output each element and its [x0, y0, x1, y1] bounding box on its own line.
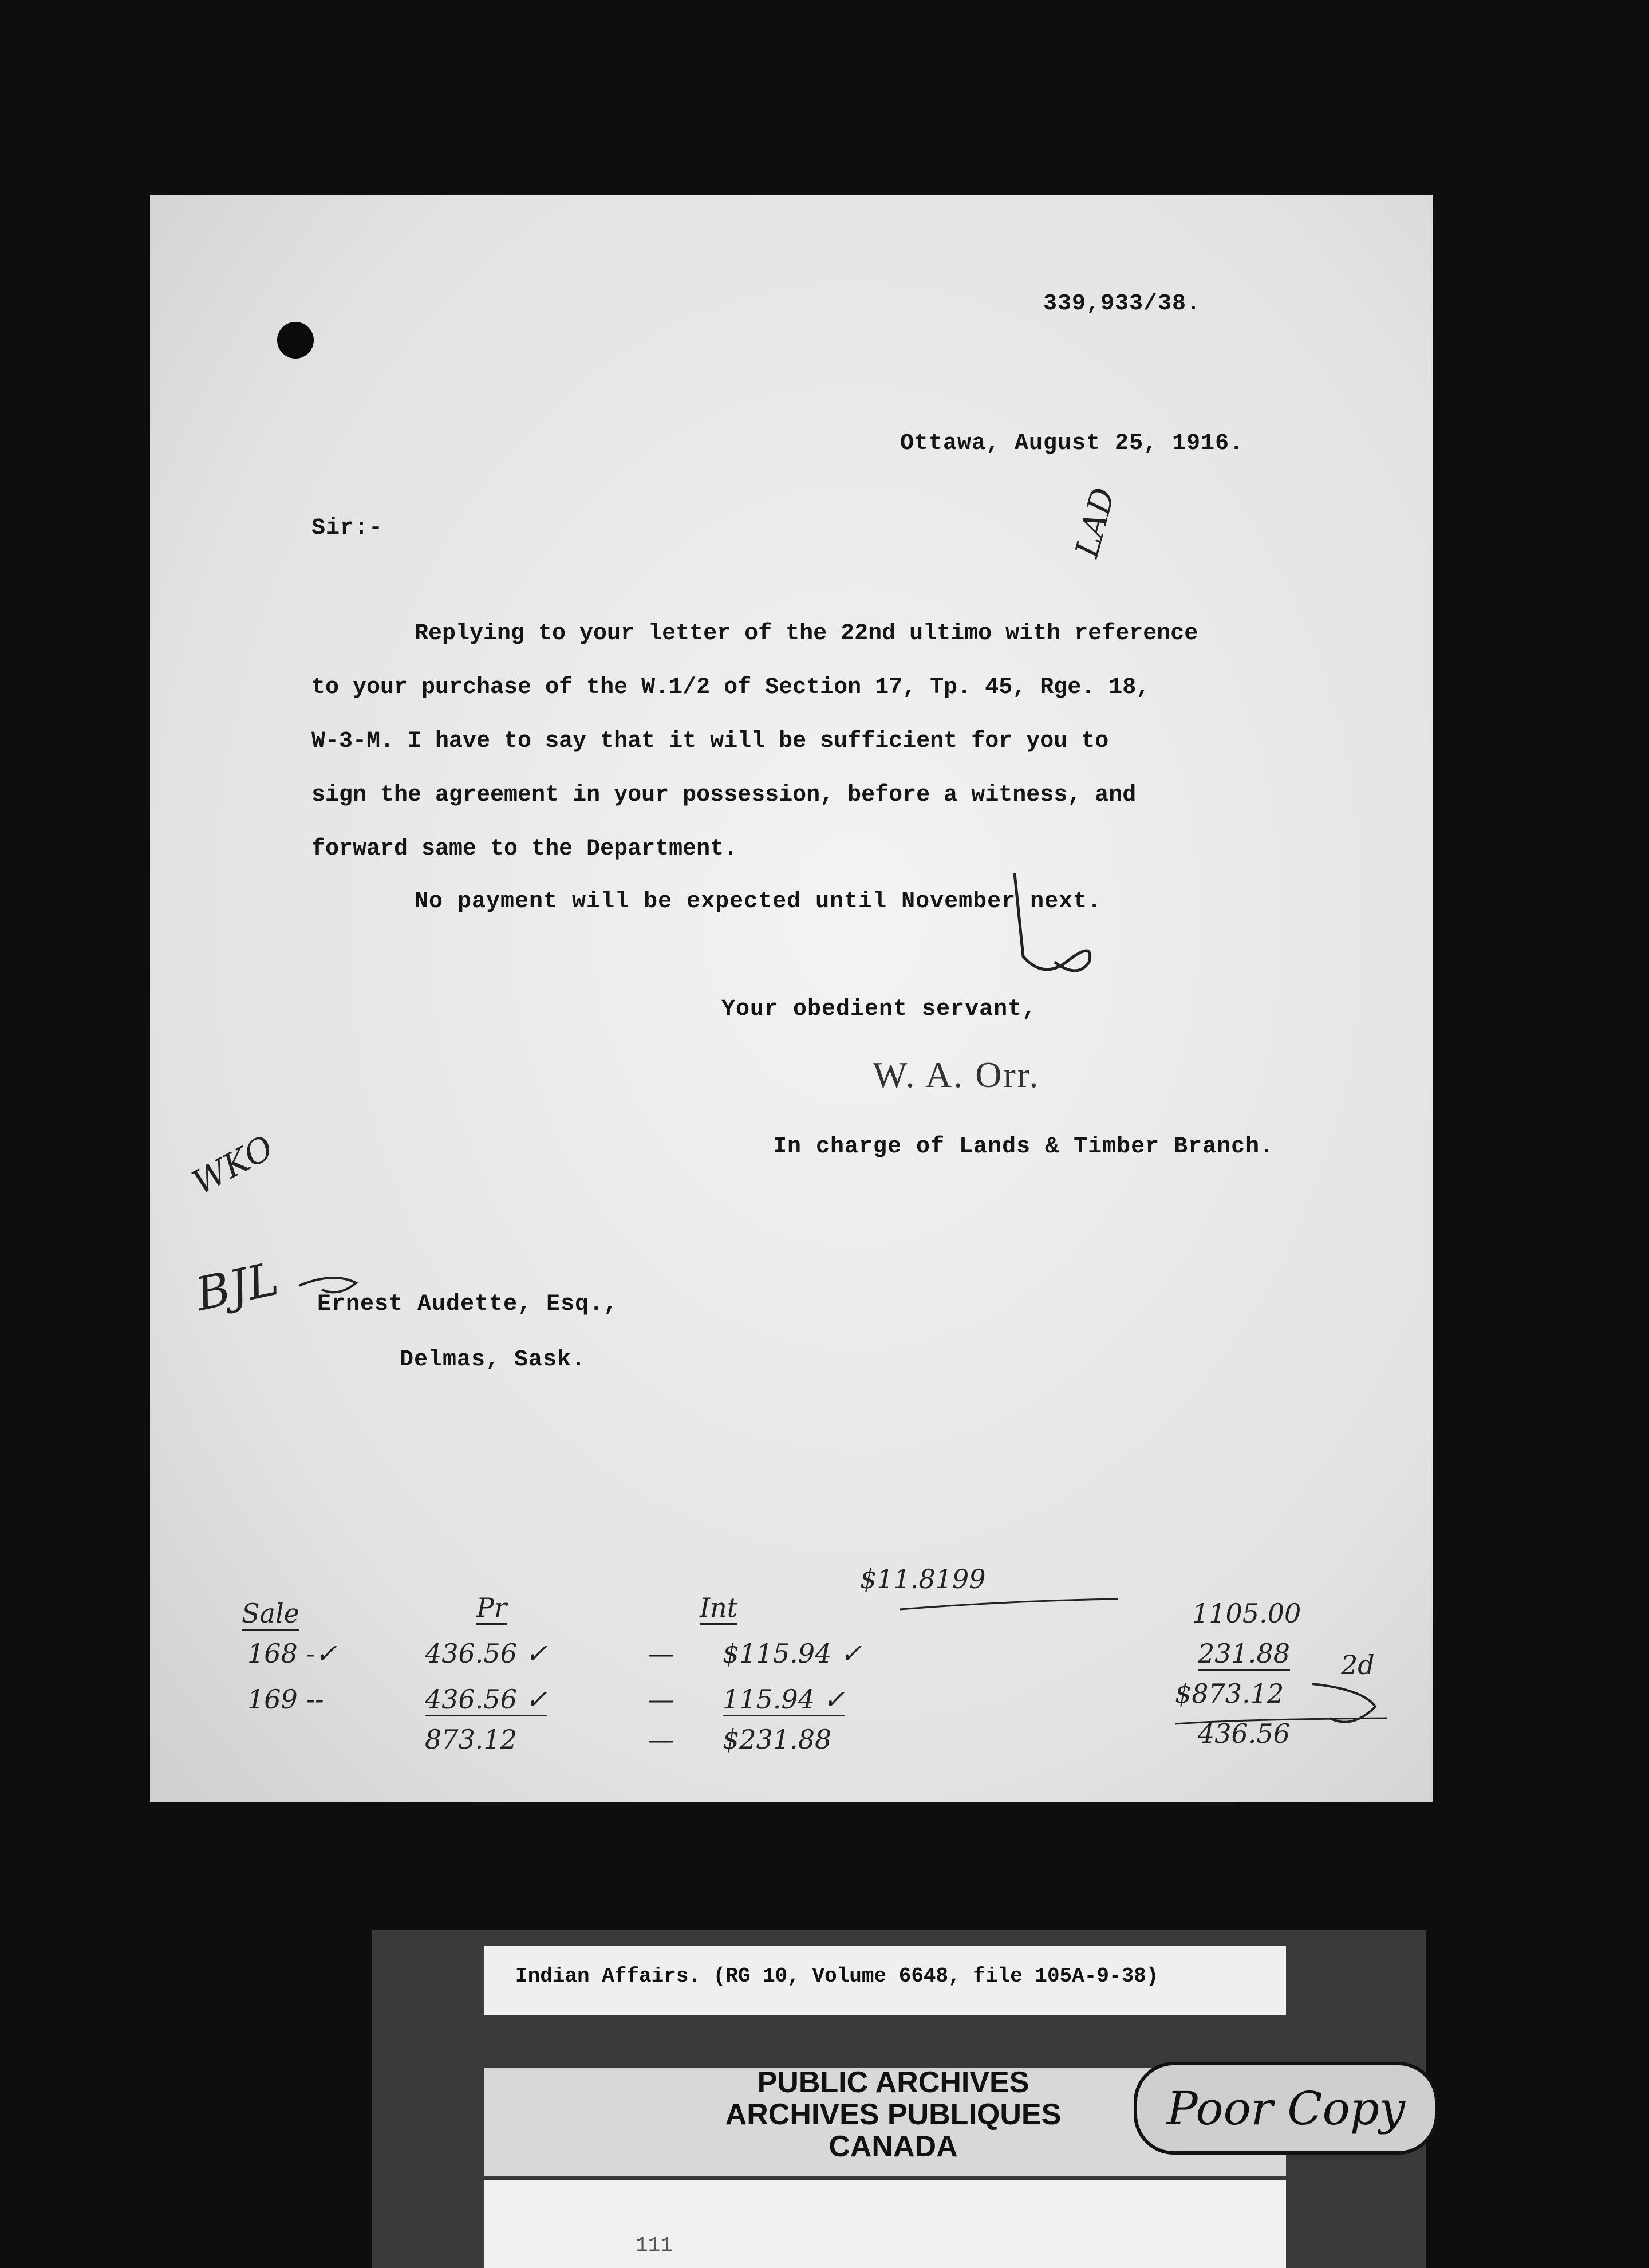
addressee-name: Ernest Audette, Esq.,	[317, 1292, 618, 1317]
ledger-right-mark: 2d	[1341, 1649, 1375, 1680]
archive-stamp-line: ARCHIVES PUBLIQUES	[725, 2098, 1062, 2131]
ledger-row-dash: —	[648, 1638, 674, 1669]
ledger-row-sale: 168 -✓	[247, 1638, 337, 1669]
ledger-row-pr: 436.56 ✓	[425, 1638, 548, 1669]
pen-stroke-flourish	[299, 1278, 356, 1292]
ledger-header-sale: Sale	[242, 1598, 299, 1631]
ledger-right-value: $873.12	[1175, 1678, 1284, 1709]
letter-date: Ottawa, August 25, 1916.	[900, 431, 1244, 456]
letter-page	[150, 195, 1433, 1802]
initials-left-bottom: BJL	[191, 1252, 283, 1321]
second-paragraph: No payment will be expected until November next.	[415, 889, 1102, 915]
body-line: to your purchase of the W.1/2 of Section 17, Tp. 45, Rge. 18,	[311, 675, 1150, 700]
ledger-row-int: 115.94 ✓	[723, 1684, 845, 1716]
salutation: Sir:-	[311, 515, 384, 541]
addressee-place: Delmas, Sask.	[400, 1347, 586, 1373]
closing: Your obedient servant,	[721, 997, 1037, 1022]
body-line: sign the agreement in your possession, before a witness, and	[311, 782, 1137, 808]
pen-stroke-total-line	[900, 1599, 1118, 1609]
signature-name: W. A. Orr.	[873, 1054, 1040, 1095]
archive-stamp-line: PUBLIC ARCHIVES	[757, 2066, 1029, 2099]
ledger-header-pr: Pr	[476, 1592, 507, 1625]
ledger-row-dash: —	[648, 1724, 674, 1755]
initials-left-top: WKO	[186, 1128, 280, 1202]
ledger-total-top: $11.8199	[860, 1564, 986, 1594]
initials-right: LAD	[1068, 483, 1123, 562]
body-line: Replying to your letter of the 22nd ultimo with reference	[415, 621, 1198, 647]
ledger-right-value: 436.56	[1198, 1718, 1290, 1749]
archive-bottom-mark: 111	[636, 2234, 673, 2257]
pen-strokes	[150, 195, 1433, 1802]
ledger-row-sale: 169 --	[247, 1684, 324, 1715]
ledger-row-int: $115.94 ✓	[723, 1638, 862, 1669]
poor-copy-stamp: Poor Copy	[1134, 2062, 1438, 2155]
pen-stroke-right-loop	[1312, 1684, 1375, 1722]
ledger-pr-total: 873.12	[425, 1724, 517, 1755]
ledger-right-value: 1105.00	[1192, 1598, 1301, 1629]
body-line: forward same to the Department.	[311, 836, 738, 862]
pen-stroke-check	[1015, 873, 1090, 971]
ledger-right-value: 231.88	[1198, 1638, 1290, 1671]
signature-title: In charge of Lands & Timber Branch.	[773, 1134, 1275, 1160]
body-line: W-3-M. I have to say that it will be sufficient for you to	[311, 729, 1109, 754]
archive-label: Indian Affairs. (RG 10, Volume 6648, file 105A-9-38)	[515, 1964, 1159, 1988]
ledger-header-int: Int	[700, 1592, 737, 1625]
ledger-row-pr: 436.56 ✓	[425, 1684, 547, 1716]
archive-stamp-line: CANADA	[829, 2130, 958, 2163]
file-reference: 339,933/38.	[1043, 291, 1201, 317]
ledger-int-total: $231.88	[723, 1724, 832, 1755]
archive-stamp	[676, 2066, 1111, 2163]
archive-bottom-band	[484, 2180, 1286, 2268]
ledger-row-dash: —	[648, 1684, 674, 1715]
